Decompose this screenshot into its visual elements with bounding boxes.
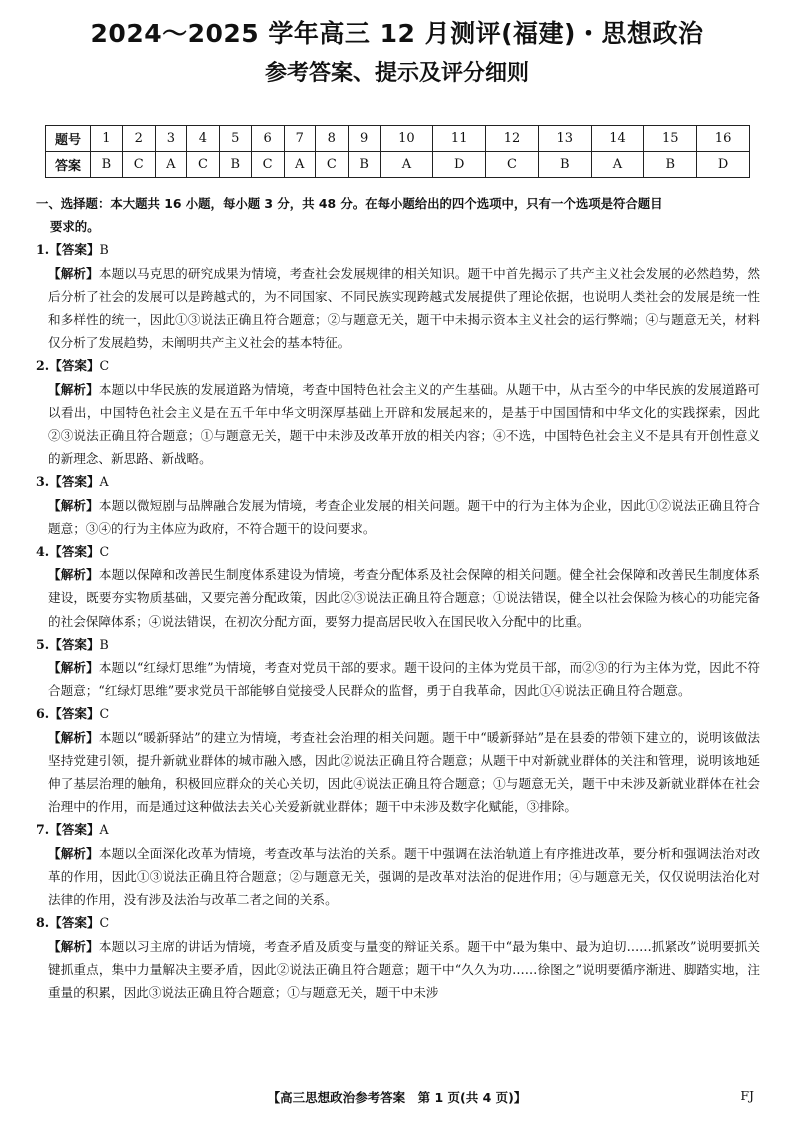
answers-content bbox=[36, 192, 760, 1004]
question-answer bbox=[36, 702, 760, 725]
question-number: 7. bbox=[36, 822, 50, 838]
question-block bbox=[36, 911, 760, 1004]
question-number: 4. bbox=[36, 544, 50, 560]
question-number-cell: 16 bbox=[697, 126, 750, 152]
explanation-text: 本题以中华民族的发展道路为情境，考查中国特色社会主义的产生基础。从题干中，从古至今的中华民族的发展道路可以看出，中国特色社会主义是在五千年中华文明深厚基础上开辟和发展起来的，是基于中国国情和中华文化的实践探索，因此②③说法正确且符合题意；①与题意无关，题干中未涉及改革开放的相关内容；④不选，中国特色社会主义不是具有开创性意义的新理念、新思路、新战略。 bbox=[48, 381, 761, 467]
question-number: 8. bbox=[36, 915, 50, 931]
question-block bbox=[36, 238, 760, 354]
question-block bbox=[36, 633, 760, 703]
question-explanation bbox=[36, 262, 760, 355]
question-number-cell: 7 bbox=[284, 126, 315, 152]
answer-table-number-row bbox=[46, 126, 750, 152]
question-number-cell: 14 bbox=[591, 126, 644, 152]
explanation-text: 本题以“红绿灯思维”为情境，考查对党员干部的要求。题干设问的主体为党员干部，而②③的行为主体为党，因此不符合题意；“红绿灯思维”要求党员干部能够自觉接受人民群众的监督，勇于自我革命，因此①④说法正确且符合题意。 bbox=[48, 660, 760, 699]
section-heading-line1: 一、选择题：本大题共 16 小题，每小题 3 分，共 48 分。在每小题给出的四个选项中，只有一个选项是符合题目 bbox=[36, 196, 663, 211]
question-explanation bbox=[36, 563, 760, 633]
answer-value: A bbox=[99, 474, 109, 490]
section-heading bbox=[36, 192, 760, 238]
explanation-label: 【解析】 bbox=[48, 845, 99, 861]
explanation-label: 【解析】 bbox=[48, 660, 99, 676]
question-number: 2. bbox=[36, 358, 50, 374]
question-number-cell: 6 bbox=[251, 126, 284, 152]
question-number-cell: 13 bbox=[538, 126, 591, 152]
answer-label: 【答案】 bbox=[49, 474, 100, 490]
answer-cell: C bbox=[186, 152, 219, 178]
explanation-label: 【解析】 bbox=[48, 381, 99, 397]
answer-table bbox=[45, 125, 750, 178]
answer-cell: B bbox=[644, 152, 697, 178]
explanation-label: 【解析】 bbox=[48, 497, 99, 513]
question-explanation bbox=[36, 494, 760, 540]
question-explanation bbox=[36, 656, 760, 702]
question-explanation bbox=[36, 842, 760, 912]
page-footer: 【高三思想政治参考答案 第 1 页(共 4 页)】 bbox=[267, 1090, 527, 1105]
question-number-cell: 4 bbox=[186, 126, 219, 152]
question-answer bbox=[36, 354, 760, 377]
explanation-label: 【解析】 bbox=[48, 938, 99, 954]
question-explanation bbox=[36, 378, 760, 471]
question-answer bbox=[36, 238, 760, 261]
answer-label: 【答案】 bbox=[49, 706, 100, 722]
question-number: 1. bbox=[36, 242, 50, 258]
answer-cell: C bbox=[315, 152, 348, 178]
answer-value: C bbox=[99, 915, 110, 931]
question-block bbox=[36, 818, 760, 911]
question-number-cell: 8 bbox=[315, 126, 348, 152]
question-number-cell: 9 bbox=[348, 126, 380, 152]
question-number-cell: 3 bbox=[155, 126, 186, 152]
explanation-text: 本题以“暖新驿站”的建立为情境，考查社会治理的相关问题。题干中“暖新驿站”是在县委的带领下建立的，说明该做法坚持党建引领，提升新就业群体的城市融入感，因此②说法正确且符合题意；从题干中对新就业群体的关注和管理，说明该地延伸了基层治理的触角，积极回应群众的关心关切，因此④说法正确且符合题意；①与题意无关，题干中未涉及新就业群体在社会治理中的作用，而是通过这种做法去关心关爱新就业群体；题干中未涉及数字化赋能，③排除。 bbox=[48, 729, 760, 815]
question-answer bbox=[36, 818, 760, 841]
answer-cell: B bbox=[538, 152, 591, 178]
explanation-label: 【解析】 bbox=[48, 265, 99, 281]
answer-label: 【答案】 bbox=[49, 358, 100, 374]
answer-cell: D bbox=[433, 152, 486, 178]
question-block bbox=[36, 702, 760, 818]
question-number-cell: 5 bbox=[219, 126, 251, 152]
answer-value: B bbox=[99, 242, 109, 258]
page-subtitle: 参考答案、提示及评分细则 bbox=[264, 61, 529, 86]
answer-cell: C bbox=[486, 152, 539, 178]
explanation-text: 本题以马克思的研究成果为情境，考查社会发展规律的相关知识。题干中首先揭示了共产主义社会发展的必然趋势，然后分析了社会的发展可以是跨越式的，为不同国家、不同民族实现跨越式发展提供了理论依据，也说明人类社会的发展是统一性和多样性的统一，因此①③说法正确且符合题意；②与题意无关，题干中未揭示资本主义社会的运行弊端；④与题意无关，材料仅分析了发展趋势，未阐明共产主义社会的基本特征。 bbox=[48, 265, 761, 351]
question-block bbox=[36, 470, 760, 540]
explanation-text: 本题以全面深化改革为情境，考查改革与法治的关系。题干中强调在法治轨道上有序推进改革，要分析和强调法治对改革的作用，因此①③说法正确且符合题意；②与题意无关，强调的是改革对法治的促进作用；④与题意无关，仅仅说明法治化对法律的作用，没有涉及法治与改革二者之间的关系。 bbox=[48, 845, 761, 908]
answer-cell: B bbox=[348, 152, 380, 178]
answer-cell: B bbox=[91, 152, 123, 178]
question-number: 6. bbox=[36, 706, 50, 722]
page-title: 2024～2025 学年高三 12 月测评(福建)・思想政治 bbox=[90, 19, 704, 48]
question-number-cell: 10 bbox=[380, 126, 433, 152]
question-number-cell: 2 bbox=[122, 126, 155, 152]
answer-label: 【答案】 bbox=[49, 822, 100, 838]
answer-cell: A bbox=[284, 152, 315, 178]
question-number-cell: 1 bbox=[91, 126, 123, 152]
question-answer bbox=[36, 540, 760, 563]
question-number: 5. bbox=[36, 636, 50, 652]
question-answer bbox=[36, 470, 760, 493]
answer-label: 【答案】 bbox=[49, 636, 100, 652]
answer-value: C bbox=[99, 544, 110, 560]
question-block bbox=[36, 540, 760, 633]
explanation-label: 【解析】 bbox=[48, 729, 99, 745]
row-label-answer: 答案 bbox=[46, 152, 91, 178]
question-number-cell: 11 bbox=[433, 126, 486, 152]
question-block bbox=[36, 354, 760, 470]
answer-cell: C bbox=[251, 152, 284, 178]
answer-value: C bbox=[99, 706, 110, 722]
explanation-text: 本题以保障和改善民生制度体系建设为情境，考查分配体系及社会保障的相关问题。健全社会保障和改善民生制度体系建设，既要夯实物质基础，又要完善分配政策，因此②③说法正确且符合题意；①说法错误，健全以社会保险为核心的功能完备的社会保障体系；④说法错误，在初次分配方面，要努力提高居民收入在国民收入分配中的比重。 bbox=[48, 567, 761, 629]
explanation-text: 本题以习主席的讲话为情境，考查矛盾及质变与量变的辩证关系。题干中“最为集中、最为迫切……抓紧改”说明要抓关键抓重点，集中力量解决主要矛盾，因此②说法正确且符合题意；题干中“久久为功……徐图之”说明要循序渐进、脚踏实地，注重量的积累，因此③说法正确且符合题意；①与题意无关，题干中未涉 bbox=[48, 938, 761, 1000]
footer-region-code: FJ bbox=[740, 1088, 754, 1103]
answer-cell: D bbox=[697, 152, 750, 178]
answer-table-answer-row bbox=[46, 152, 750, 178]
answer-value: C bbox=[99, 358, 110, 374]
answer-cell: A bbox=[155, 152, 186, 178]
question-number-cell: 15 bbox=[644, 126, 697, 152]
answer-cell: A bbox=[591, 152, 644, 178]
row-label-number: 题号 bbox=[46, 126, 91, 152]
answer-value: B bbox=[99, 636, 109, 652]
answer-label: 【答案】 bbox=[49, 915, 100, 931]
question-answer bbox=[36, 633, 760, 656]
answer-cell: C bbox=[122, 152, 155, 178]
answer-cell: B bbox=[219, 152, 251, 178]
explanation-label: 【解析】 bbox=[48, 567, 99, 583]
section-heading-line2: 要求的。 bbox=[50, 219, 100, 235]
answer-label: 【答案】 bbox=[49, 242, 100, 258]
question-number-cell: 12 bbox=[486, 126, 539, 152]
explanation-text: 本题以微短剧与品牌融合发展为情境，考查企业发展的相关问题。题干中的行为主体为企业，因此①②说法正确且符合题意；③④的行为主体应为政府，不符合题干的设问要求。 bbox=[48, 497, 761, 536]
question-explanation bbox=[36, 726, 760, 819]
question-number: 3. bbox=[36, 474, 50, 490]
answer-label: 【答案】 bbox=[49, 544, 100, 560]
answer-value: A bbox=[99, 822, 109, 838]
question-explanation bbox=[36, 935, 760, 1005]
answer-cell: A bbox=[380, 152, 433, 178]
question-answer bbox=[36, 911, 760, 934]
